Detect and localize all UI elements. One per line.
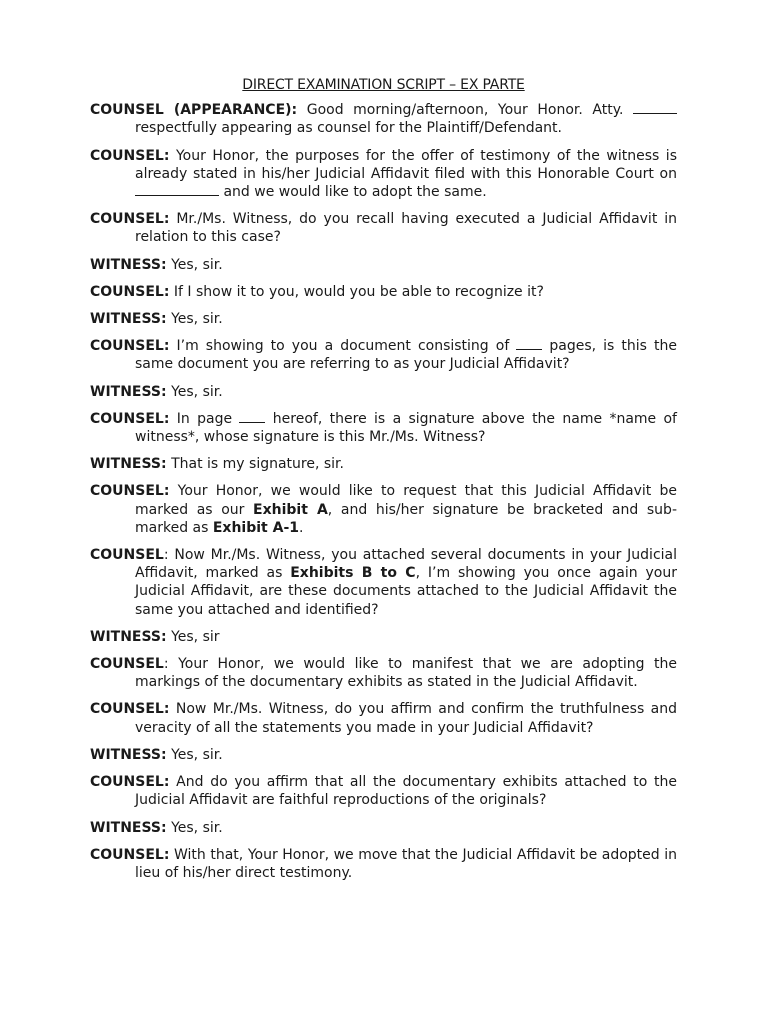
paragraph-text: Mr./Ms. Witness, do you recall having executed a Judicial Affidavit in relation to this case? (135, 211, 677, 246)
paragraph-text: If I show it to you, would you be able to recognize it? (169, 283, 544, 300)
paragraph-text: Good morning/afternoon, Your Honor. Atty. (297, 102, 634, 119)
speaker-label: COUNSEL (90, 656, 164, 673)
paragraph-purpose (90, 147, 677, 202)
paragraph-text: And do you affirm that all the documentary exhibits attached to the Judicial Affidavit are faithful reproductions of the originals? (135, 774, 677, 809)
speaker-label: WITNESS: (90, 311, 167, 328)
paragraph-witness-answer (90, 383, 677, 401)
speaker-label: WITNESS: (90, 456, 167, 473)
paragraph-text: pages, is this the same document you are referring to as your Judicial Affidavit? (135, 338, 678, 373)
paragraph-appearance (90, 101, 677, 137)
speaker-label: COUNSEL: (90, 338, 170, 355)
speaker-label: COUNSEL: (90, 483, 170, 500)
paragraph-text: Now Mr./Ms. Witness, do you affirm and confirm the truthfulness and veracity of all the statements you made in your Judicial Affidavit? (135, 701, 677, 736)
paragraph-text: Yes, sir. (166, 746, 223, 763)
paragraph-manifest (90, 655, 677, 691)
exhibit-label: Exhibit A-1 (212, 519, 299, 536)
paragraph-witness-answer (90, 819, 677, 837)
exhibit-label: Exhibits B to C (290, 565, 416, 582)
speaker-label: COUNSEL (90, 547, 164, 564)
speaker-label: WITNESS: (90, 628, 167, 645)
paragraph-witness-answer (90, 310, 677, 328)
paragraph-text: Yes, sir. (166, 256, 223, 273)
paragraph-mark-exhibit (90, 482, 677, 537)
paragraph-recognize (90, 283, 677, 301)
speaker-label: COUNSEL: (90, 211, 170, 228)
speaker-label: COUNSEL: (90, 846, 170, 863)
document-title: DIRECT EXAMINATION SCRIPT – EX PARTE (242, 77, 525, 93)
paragraph-text: Your Honor, we would like to manifest that we are adopting the markings of the documentary exhibits as stated in the Judicial Affidavit. (135, 656, 677, 691)
blank-line (633, 101, 677, 114)
paragraph-text: , I’m showing you once again your Judicial Affidavit, are these documents attached to the Judicial Affidavit the same you attached and identified? (135, 565, 677, 618)
paragraph-text: That is my signature, sir. (166, 456, 344, 473)
blank-line (135, 183, 219, 196)
paragraph-text: Yes, sir. (166, 819, 223, 836)
paragraph-text: With that, Your Honor, we move that the Judicial Affidavit be adopted in lieu of his/her direct testimony. (135, 846, 677, 881)
speaker-label: COUNSEL: (90, 283, 170, 300)
paragraph-pages (90, 337, 677, 373)
paragraph-text: and we would like to adopt the same. (219, 184, 487, 201)
speaker-label: COUNSEL (APPEARANCE): (90, 102, 298, 119)
paragraph-recall (90, 210, 677, 246)
blank-line (239, 410, 265, 423)
paragraph-text: In page (169, 410, 240, 427)
paragraph-move-adopt (90, 846, 677, 882)
document-page (90, 76, 677, 891)
speaker-label: COUNSEL: (90, 701, 170, 718)
paragraph-text: respectfully appearing as counsel for the Plaintiff/Defendant. (135, 120, 562, 137)
paragraph-text: Your Honor, the purposes for the offer of testimony of the witness is already stated in his/her Judicial Affidavit filed with this Honorable Court on (135, 147, 677, 182)
paragraph-text: , and his/her signature be bracketed and sub-marked as (135, 501, 677, 536)
speaker-label: COUNSEL: (90, 147, 170, 164)
paragraph-text: hereof, there is a signature above the name *name of witness*, whose signature is this Mr./Ms. Witness? (135, 410, 677, 446)
speaker-label: WITNESS: (90, 383, 167, 400)
paragraph-affirm-exhibits (90, 773, 677, 809)
exhibit-label: Exhibit A (253, 501, 328, 518)
paragraph-signature-question (90, 410, 677, 446)
speaker-colon: : (163, 547, 169, 564)
paragraph-text: I’m showing to you a document consisting of (169, 338, 517, 355)
speaker-colon: : (163, 656, 169, 673)
speaker-label: WITNESS: (90, 746, 167, 763)
paragraph-affirm-statements (90, 700, 677, 736)
speaker-label: WITNESS: (90, 819, 167, 836)
paragraph-text: Yes, sir. (166, 383, 223, 400)
paragraph-text: . (299, 519, 304, 536)
paragraph-attached-documents (90, 546, 677, 619)
paragraph-witness-answer (90, 455, 677, 473)
paragraph-text: Yes, sir (166, 628, 220, 645)
paragraph-text: Yes, sir. (166, 311, 223, 328)
speaker-label: COUNSEL: (90, 774, 170, 791)
blank-line (516, 337, 542, 350)
paragraph-text: Now Mr./Ms. Witness, you attached several documents in your Judicial Affidavit, marked as (135, 547, 677, 582)
paragraph-text: Your Honor, we would like to request that this Judicial Affidavit be marked as our (135, 483, 677, 518)
paragraph-witness-answer (90, 746, 677, 764)
paragraph-witness-answer (90, 628, 677, 646)
speaker-label: COUNSEL: (90, 410, 170, 427)
speaker-label: WITNESS: (90, 256, 167, 273)
paragraph-witness-answer (90, 256, 677, 274)
